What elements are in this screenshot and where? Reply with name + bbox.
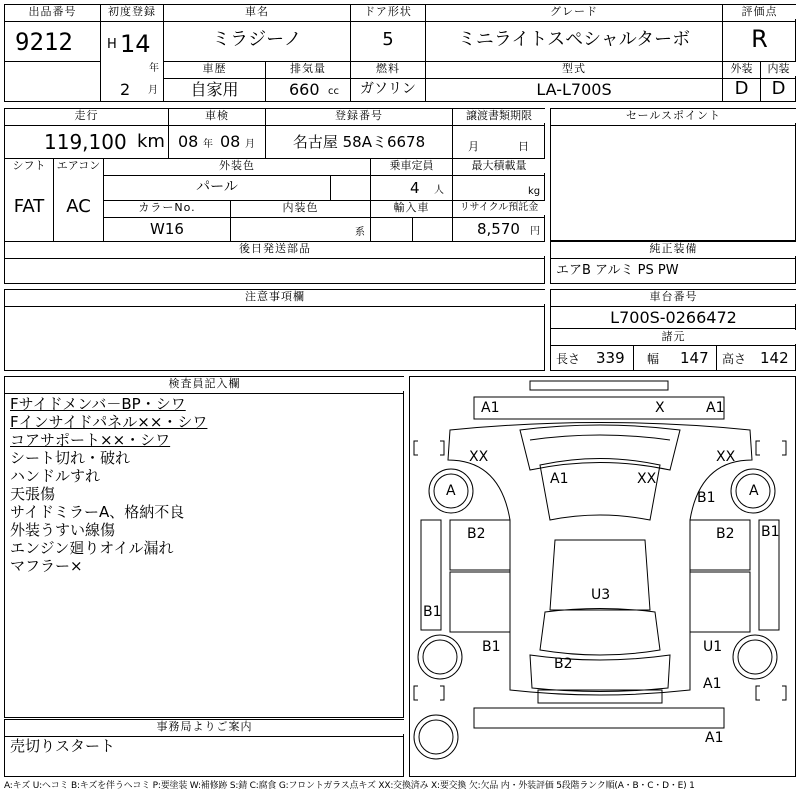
windshield (540, 459, 660, 521)
plate: 名古屋 58Aミ6678 (292, 133, 426, 151)
transfer-month-unit: 月 (468, 140, 479, 153)
wheel-rear-right (733, 635, 777, 679)
model-label: 型式 (426, 62, 722, 76)
remark-line: シート切れ・破れ (10, 449, 131, 467)
mileage-unit: km (137, 131, 165, 152)
mirror-right (756, 441, 786, 455)
genuine-equipment: エアB アルミ PS PW (556, 263, 679, 278)
genuine-label: 純正装備 (551, 242, 796, 256)
displacement: 660 (289, 80, 320, 99)
mark-door-rr: U1 (703, 639, 723, 655)
interior-label: 内装 (761, 62, 796, 76)
mark-b1-far-left: B1 (423, 604, 442, 620)
interior-grade: D (771, 78, 786, 99)
month-unit: 月 (148, 85, 158, 96)
mileage: 119,100 (44, 130, 127, 154)
capacity-label: 乗車定員 (371, 159, 452, 173)
color-no-label: カラーNo. (104, 201, 230, 215)
mark-hood-left: A1 (550, 471, 569, 487)
ac-label: エアコン (54, 159, 103, 173)
mark-hood-right: XX (637, 471, 657, 487)
legend: A:キズ U:ヘコミ B:キズを伴うヘコミ P:要塗装 W:補修跡 S:錆 C:腐食 G:フロントガラス点キズ XX:交換済み X:要交換 欠:欠品 内・外装評価 5段階ランク順(A・B・C・D・E) 1 (4, 781, 695, 791)
month: 2 (120, 80, 131, 99)
mark-fender-left: XX (469, 449, 489, 465)
plate-label: 登録番号 (266, 109, 452, 123)
rear-bumper-lower (474, 708, 724, 728)
capacity-unit: 人 (434, 185, 444, 196)
wheel-rear-left (418, 635, 462, 679)
mark-wheel-front-left: A (446, 483, 456, 499)
notes-label: 注意事項欄 (5, 290, 545, 304)
mark-b1-far-right: B1 (761, 524, 780, 540)
exterior-grade: D (734, 78, 749, 99)
grade-label: グレード (426, 5, 722, 19)
history-label: 車歴 (164, 62, 265, 76)
recycle: 8,570 (477, 220, 520, 238)
mark-rear-right: A1 (703, 676, 722, 692)
mark-fender-right: XX (716, 449, 736, 465)
transfer-label: 譲渡書類期限 (453, 109, 545, 123)
rear-window (540, 609, 660, 656)
dims-label: 諸元 (551, 330, 796, 344)
remark-line: Fサイドメンバ－BP・シワ (10, 395, 186, 413)
office-message: 売切りスタート (10, 737, 116, 755)
remark-line: 天張傷 (10, 485, 56, 503)
remark-line: コアサポート××・シワ (10, 431, 171, 449)
front-bumper (474, 397, 724, 419)
chassis-number: L700S-0266472 (610, 308, 737, 327)
year-unit: 年 (149, 63, 159, 74)
color: パール (196, 179, 238, 195)
mark-door-fr: B2 (716, 526, 735, 542)
mark-bottom-right: A1 (705, 730, 724, 746)
mileage-label: 走行 (5, 109, 168, 123)
grade: ミニライトスペシャルターボ (457, 29, 691, 50)
inspection-year-unit: 年 (203, 139, 213, 150)
recycle-unit: 円 (530, 226, 540, 237)
exterior-label: 外装 (723, 62, 760, 76)
chassis-label: 車台番号 (551, 290, 796, 304)
mark-roof: U3 (591, 587, 611, 603)
front-bumper-top (530, 381, 668, 390)
interior-color-label: 内装色 (231, 201, 370, 215)
displacement-unit: cc (328, 86, 339, 97)
fuel: ガソリン (360, 81, 416, 97)
recycle-label: リサイクル預託金 (453, 201, 545, 215)
score: R (751, 25, 768, 53)
car-name: ミラジーノ (212, 29, 302, 50)
door-label: ドア形状 (351, 5, 425, 19)
height: 142 (760, 349, 789, 367)
history: 自家用 (190, 80, 239, 99)
remark-line: ハンドルすれ (10, 467, 101, 485)
lot-number: 9212 (15, 28, 73, 56)
mark-door-fl: B2 (467, 526, 486, 542)
ac: AC (66, 196, 91, 217)
length: 339 (596, 349, 625, 367)
sales-label: セールスポイント (551, 109, 796, 123)
door-rear-left (450, 572, 510, 632)
inspection-year: 08 (178, 132, 199, 151)
shift: FAT (13, 196, 45, 217)
capacity: 4 (410, 179, 420, 197)
car-name-label: 車名 (164, 5, 350, 19)
fuel-label: 燃料 (351, 62, 425, 76)
first-reg-label: 初度登録 (101, 5, 163, 19)
remark-line: マフラー× (10, 557, 83, 575)
mark-rear-center: B2 (554, 656, 573, 672)
remark-line: 外装うすい線傷 (10, 521, 116, 539)
era: H (107, 37, 117, 52)
spare-wheel (414, 715, 458, 759)
shift-label: シフト (5, 159, 53, 173)
later-parts-label: 後日発送部品 (5, 242, 545, 256)
remark-line: エンジン廻りオイル漏れ (10, 539, 174, 557)
color-label: 外装色 (104, 159, 370, 173)
model: LA-L700S (536, 80, 612, 99)
bonnet (520, 425, 680, 470)
width: 147 (680, 349, 709, 367)
mark-front-right: A1 (706, 400, 725, 416)
score-label: 評価点 (723, 5, 796, 19)
import-label: 輸入車 (371, 201, 452, 215)
mark-front-left: A1 (481, 400, 500, 416)
doors: 5 (382, 29, 394, 50)
height-label: 高さ (722, 352, 747, 366)
trunk (530, 655, 670, 692)
inspection-label: 車検 (169, 109, 265, 123)
max-load-label: 最大積載量 (453, 159, 545, 173)
inspection-month: 08 (220, 132, 241, 151)
remark-line: サイドミラーA、格納不良 (10, 503, 185, 521)
interior-color-unit: 系 (355, 227, 365, 238)
color-no: W16 (150, 220, 184, 238)
displacement-label: 排気量 (266, 62, 350, 76)
mark-front-mid: X (655, 400, 665, 416)
lot-label: 出品番号 (5, 5, 100, 19)
mark-wheel-front-right: A (749, 483, 759, 499)
inspection-month-unit: 月 (245, 139, 255, 150)
mirror-left (414, 441, 444, 455)
mark-door-rl: B1 (482, 639, 501, 655)
office-label: 事務局よりご案内 (5, 720, 404, 734)
inspector-label: 検査員記入欄 (5, 377, 404, 391)
mark-b1-right-front: B1 (697, 490, 716, 506)
remark-line: Fインサイドパネル××・シワ (10, 413, 208, 431)
max-load-unit: kg (528, 186, 541, 197)
width-label: 幅 (647, 352, 660, 366)
door-rear-right (690, 572, 750, 632)
year: 14 (120, 30, 151, 58)
transfer-day-unit: 日 (518, 140, 529, 153)
length-label: 長さ (556, 352, 581, 366)
